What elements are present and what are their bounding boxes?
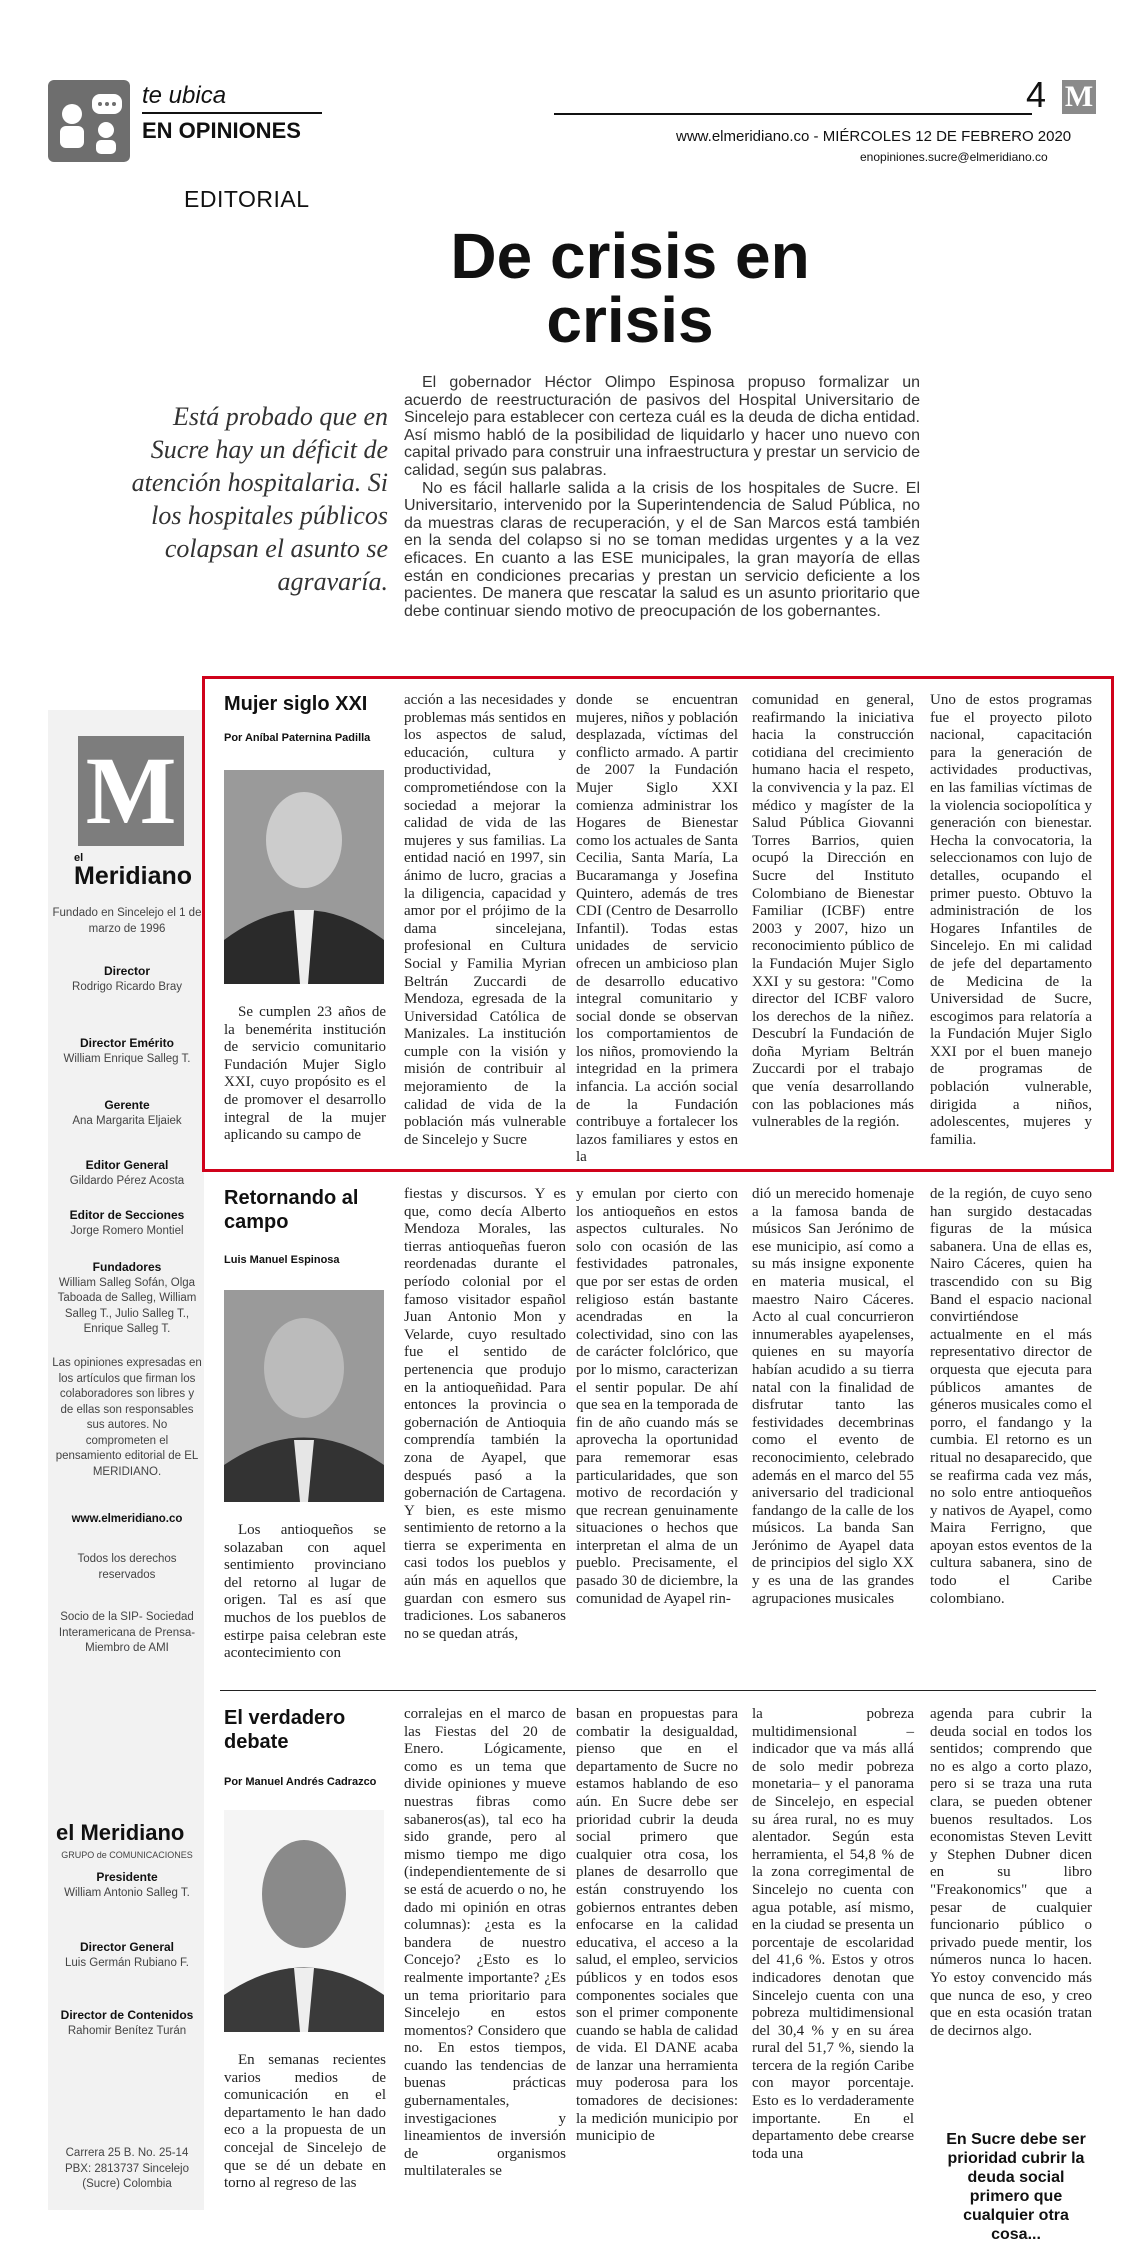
- masthead-person: Ana Margarita Eljaiek: [72, 1114, 182, 1127]
- masthead-entry: [52, 2008, 202, 2039]
- author-photo: [224, 770, 384, 984]
- masthead-person: Jorge Romero Montiel: [70, 1224, 184, 1237]
- column-text: acción a las necesidades y problemas más sentidos en los aspectos de salud, educación, cultura y productividad, comprometiéndose con la sociedad a mejorar la calidad de vida de las mujeres y sus familias. La entidad nació en 1997, sin ánimo de lucro, gracias a la diligencia, capacidad y amor por el prójimo de la dama sincelejana, profesional en Cultura Social y Familia Myrian Beltrán Zuccardi de Mendoza, egresada de la Universidad Católica de Manizales. La institución cumple con la visión y misión de contribuir al mejoramiento de la calidad de vida de la población más vulnerable de Sincelejo y Sucre: [404, 692, 566, 1148]
- masthead-role: Director General: [79, 1940, 175, 1954]
- masthead-role: Director de Contenidos: [60, 2008, 194, 2022]
- meridiano-logo-icon: M: [1062, 80, 1096, 114]
- author-photo: [224, 1290, 384, 1502]
- editorial-pull-quote: Está probado que en Sucre hay un déficit de atención hospitalaria. Si los hospitales públicos colapsan el asunto se agravaría.: [131, 402, 388, 596]
- article-column: [224, 1004, 386, 1145]
- masthead-person: William Salleg Sofán, Olga Taboada de Salleg, William Salleg T., Julio Salleg T., Enrique Salleg T.: [57, 1276, 197, 1335]
- article-column: [404, 1706, 566, 2181]
- masthead-entry: [52, 1940, 202, 1971]
- article-column: [930, 1706, 1092, 2040]
- kicker-divider: [142, 112, 322, 114]
- section-logo-icon: [48, 80, 130, 162]
- column-text: donde se encuentran mujeres, niños y población desplazada, víctimas del conflicto armado. A partir de 2007 la Fundación Mujer Siglo XXI comienza administrar los Hogares de Bienestar como los actuales de Santa Cecilia, Santa María, La Bucaramanga y Josefina Quintero, además de tres CDI (Centro de Desarrollo Infantil). Todas estas unidades de servicio ofrecen un ambicioso plan de desarrollo educativo integral comunitario y social donde se observan los comportamientos de los niños, promoviendo la integridad en la primera infancia. La acción social de la Fundación contribuye a fortalecer los lazos familiares y estos en la: [576, 692, 738, 1166]
- masthead-person: William Antonio Salleg T.: [64, 1886, 190, 1899]
- article-column: [930, 692, 1092, 1149]
- column-text: basan en propuestas para combatir la desigualdad, pienso que en el departamento de Sucre no estamos hablando de eso aún. En Sucre debe ser prioridad cubrir la deuda social primero que cualquier otra cosa, los planes de desarrollo que están construyendo los gobiernos entrantes deben enfocarse en la calidad educativa, el acceso a la salud, el empleo, servicios públicos y en todos esos componentes sociales que son el primer componente cuando se habla de calidad de vida. El DANE acaba de lanzar una herramienta muy poderosa para los tomadores de decisiones: la medición municipio por municipio de: [576, 1706, 738, 2145]
- brand-small: el: [74, 852, 84, 864]
- article-byline: Luis Manuel Espinosa: [224, 1254, 340, 1266]
- article-column: [752, 1706, 914, 2163]
- masthead-entry: [52, 964, 202, 995]
- article-column: [576, 692, 738, 1167]
- header-rule: [554, 113, 1032, 115]
- editorial-paragraph: El gobernador Héctor Olimpo Espinosa propuso formalizar un acuerdo de reestructuración de pasivos del Hospital Universitario de Sincelejo para establecer con certeza cuál es la deuda de dicha entidad. Así mismo habló de la posibilidad de liquidarlo y hacer uno nuevo con capital privado para construir una infraestructura y prestar un servicio de calidad, según sus palabras.: [404, 374, 920, 479]
- section-kicker-small: te ubica: [142, 82, 227, 109]
- masthead-person: Gildardo Pérez Acosta: [69, 1174, 185, 1187]
- masthead-role: Editor de Secciones: [69, 1208, 185, 1222]
- column-text: la pobreza multidimensional –indicador que va más allá de solo medir pobreza monetaria– y el panorama de Sincelejo, en especial su área rural, no es muy alentador. Según esta herramienta, el 54,8 % de la zona corregimental de Sincelejo no cuenta con agua potable, así mismo, en la ciudad se presenta un porcentaje de escolaridad del 41,6 %. Estos y otros indicadores denotan que Sincelejo cuenta con una pobreza multidimensional del 30,4 % y en su área rural del 51,7 %, siendo la tercera de la región Caribe con mayor porcentaje. Esto es lo verdaderamente importante. En el departamento debe crearse toda una: [752, 1706, 914, 2162]
- editorial-headline: De crisis en crisis: [450, 220, 810, 356]
- masthead-person: Rodrigo Ricardo Bray: [72, 980, 182, 993]
- masthead-role: Director Emérito: [79, 1036, 175, 1050]
- masthead-entry: [52, 1260, 202, 1338]
- masthead-entry: [52, 1870, 202, 1901]
- masthead-role: Director: [103, 964, 150, 978]
- author-photo: [224, 1810, 384, 2032]
- editorial-paragraph: No es fácil hallarle salida a la crisis de los hospitales de Sucre. El Universitario, intervenido por la Superintendencia de Salud Pública, no da muestras claras de recuperación, y el de San Marcos está también en la senda del colapso si no se toman medidas urgentes y a la vez eficaces. En cuanto a las ESE municipales, la gran mayoría de ellas están en condiciones precarias y prestan un servicio deficiente a los pacientes. De manera que rescatar la salud es un asunto prioritario que debe continuar siendo motivo de preocupación de los gobernantes.: [404, 479, 920, 620]
- masthead-role: Presidente: [96, 1870, 158, 1884]
- article-byline: Por Aníbal Paternina Padilla: [224, 732, 371, 744]
- column-text: de la región, de cuyo seno han surgido destacadas figuras de la música sabanera. Una de ellas es, Nairo Cáceres, quien ha trascendido con su Big Band el espacio nacional convirtiéndose actualmente en el más representativo director de orquesta que ejecuta para públicos amantes de géneros musicales como el porro, el fandango y la cumbia. El retorno es un ritual no desaparecido, que se reafirma cada vez más, no solo entre antioqueños y nativos de Ayapel, como Maira Ferrigno, que apoyan estos eventos de la cultura sabanera, sino de todo el Caribe colombiano.: [930, 1186, 1092, 1607]
- masthead-role: Editor General: [85, 1158, 169, 1172]
- group-logo-sub: GRUPO de COMUNICACIONES: [61, 1850, 193, 1860]
- dateline: www.elmeridiano.co - MIÉRCOLES 12 DE FEBRERO 2020: [676, 128, 1072, 145]
- section-kicker: EN OPINIONES: [142, 118, 301, 143]
- address: Carrera 25 B. No. 25-14 PBX: 2813737 Sincelejo (Sucre) Colombia: [64, 2147, 190, 2190]
- column-text: Uno de estos programas fue el proyecto piloto nacional, capacitación para la generación de actividades productivas, en las familias víctimas de la violencia sociopolítica y generación con bienestar. Hecha la convocatoria, la seleccionamos con lujo de detalles, ocupando el primer puesto. Obtuvo la administración de los Hogares Infantiles de Sincelejo. En mi calidad de jefe del departamento de Medicina de la Universidad de Sucre, escogimos para relatoría a la Fundación Mujer Siglo XXI por el buen manejo de programas de población vulnerable, dirigida a niños, adolescentes, mujeres y familia.: [930, 692, 1092, 1148]
- masthead-person: William Enrique Salleg T.: [63, 1052, 191, 1065]
- masthead-role: Fundadores: [92, 1260, 162, 1274]
- column-text: agenda para cubrir la deuda social en todos los sentidos; comprendo que no es algo a corto plazo, pero si se traza una ruta clara, se pueden obtener buenos resultados. Los economistas Steven Levitt y Stephen Dubner dicen en su libro "Freakonomics" que a pesar de cualquier funcionario público o privado puede mentir, los números nunca lo hacen. Yo estoy convencido más que nunca de eso, y creo que en esta ocasión tratan de decirnos algo.: [930, 1706, 1092, 2039]
- brand-name: Meridiano: [74, 862, 193, 890]
- group-logo: el Meridiano: [56, 1820, 185, 1845]
- article-title: Mujer siglo XXI: [224, 693, 368, 715]
- founded-note: Fundado en Sincelejo el 1 de marzo de 1996: [52, 907, 202, 935]
- article-column: [404, 1186, 566, 1643]
- article-divider: [220, 1690, 1096, 1691]
- column-text: fiestas y discursos. Y es que, como decía Alberto Mendoza Morales, las tierras antioqueñas fueron reordenadas durante el período colonial por el famoso visitador español Juan Antonio Mon y Velarde, cuyo resultado fue el sentido de pertenencia que produjo en la antioqueñidad. Para entonces la provincia o gobernación de Antioquia comprendía también la zona de Ayapel, que después pasó a la gobernación de Cartagena. Y bien, es este mismo sentimiento de retorno a la tierra se experimenta en casi todos los pueblos y aún más en aquellos que guardan con esmero sus tradiciones. Los sabaneros no se quedan atrás,: [404, 1186, 566, 1642]
- article-byline: Por Manuel Andrés Cadrazco: [224, 1776, 377, 1788]
- website-link[interactable]: www.elmeridiano.co: [71, 1513, 183, 1525]
- masthead-entry: [52, 1036, 202, 1067]
- meridiano-big-logo-icon: M: [78, 736, 184, 846]
- masthead-entry: [52, 1158, 202, 1189]
- article-column: [224, 2052, 386, 2193]
- article-column: [930, 1186, 1092, 1608]
- masthead-entry: [52, 1208, 202, 1239]
- article-column: [224, 1522, 386, 1663]
- article-column: [576, 1186, 738, 1608]
- masthead-entry: [52, 1098, 202, 1129]
- sip-membership: Socio de la SIP- Sociedad Interamericana de Prensa- Miembro de AMI: [58, 1611, 196, 1654]
- masthead-person: Luis Germán Rubiano F.: [64, 1956, 189, 1969]
- column-text: y emulan por cierto con los antioqueños en estos aspectos culturales. No solo con ocasión de las festividades patronales, que por ser estas de orden religioso están bastante acendradas en la colectividad, sino con las de carácter folclórico, que por lo mismo, caracterizan el sentir popular. De ahí que sea en la temporada de fin de año cuando más se aprovecha la oportunidad para rememorar esas particularidades, que son motivo de recordación y que recrean genuinamente situaciones o hechos que interpretan el alma de un pueblo. Precisamente, el pasado 30 de diciembre, la comunidad de Ayapel rin-: [576, 1186, 739, 1607]
- column-text: dió un merecido homenaje a la famosa banda de músicos San Jerónimo de ese municipio, así como a su más insigne exponente en materia musical, el maestro Nairo Cáceres. Acto al cual concurrieron innumerables ayapelenses, quienes en su mayoría habían acudido a su tierra natal con la finalidad de disfrutar tanto las festividades decembrinas como el evento de reconocimiento, celebrado además en el marco del 55 aniversario del tradicional fandango de la calle de los músicos. La banda San Jerónimo de Ayapel data de principios del siglo XX y es una de las grandes agrupaciones musicales: [752, 1186, 914, 1607]
- article-column: [576, 1706, 738, 2146]
- column-text: comunidad en general, reafirmando la iniciativa hacia la construcción cotidiana del crecimiento humano hacia el respeto, la convivencia y la paz. El médico y magíster de la Salud Pública Giovanni Torres Barrios, quien ocupó la Dirección en Sucre del Instituto Colombiano de Bienestar Familiar (ICBF) entre 2003 y 2007, hizo un reconocimiento público de la Fundación Mujer Siglo XXI y su gestora: "Como director del ICBF valoro los derechos de la niñez. Descubrí la Fundación de doña Myriam Beltrán Zuccardi por el trabajo que venía desarrollando con las poblaciones más vulnerables de la región.: [752, 692, 914, 1131]
- article-column: [752, 1186, 914, 1608]
- article-title: Retornando al campo: [224, 1187, 359, 1233]
- column-text: corralejas en el marco de las Fiestas del 20 de Enero. Lógicamente, como es un tema que divide opiniones y mueve nuestras fibras como sabaneros(as), tal eco ha sido grande, pero al mismo tiempo me digo (independientemente de si se está de acuerdo o no, he dado mi opinión en otras columnas): ¿esta es la bandera de nuestro Concejo? ¿Esto es lo realmente importante? ¿Es un tema prioritario para Sincelejo en estos momentos? Considero que no. En estos tiempos, cuando las tendencias de buenas prácticas gubernamentales, investigaciones y lineamientos de inversión de organismos multilaterales se: [404, 1706, 566, 2180]
- rights-note: Todos los derechos reservados: [77, 1553, 177, 1581]
- masthead-person: Rahomir Benítez Turán: [67, 2024, 187, 2037]
- disclaimer: Las opiniones expresadas en los artículos que firman los colaboradores son libres y de ellas son responsables sus autores. No comprometen el pensamiento editorial de EL MERIDIANO.: [52, 1357, 202, 1478]
- column-text: Se cumplen 23 años de la benemérita institución de servicio comunitario Fundación Mujer Siglo XXI, cuyo propósito es el de promover el desarrollo integral de la mujer aplicando su campo de: [224, 1004, 386, 1144]
- article-column: [752, 692, 914, 1132]
- section-title: EDITORIAL: [184, 186, 310, 212]
- article-pull-quote: En Sucre debe ser prioridad cubrir la deuda social primero que cualquier otra cosa...: [946, 2131, 1086, 2243]
- article-title: El verdadero debate: [224, 1707, 346, 1753]
- column-text: En semanas recientes varios medios de comunicación en el departamento le han dado eco a la propuesta de un concejal de Sincelejo de que se dé un debate en torno al regreso de las: [224, 2052, 386, 2192]
- page-number: 4: [1026, 74, 1047, 115]
- editorial-body: [404, 374, 920, 620]
- contact-email[interactable]: enopiniones.sucre@elmeridiano.co: [860, 150, 1048, 164]
- article-column: [404, 692, 566, 1149]
- column-text: Los antioqueños se solazaban con aquel sentimiento provinciano del retorno al lugar de origen. Tal es así que muchos de los pueblos de estirpe paisa celebran este acontecimiento con: [224, 1522, 386, 1662]
- masthead-role: Gerente: [104, 1098, 150, 1112]
